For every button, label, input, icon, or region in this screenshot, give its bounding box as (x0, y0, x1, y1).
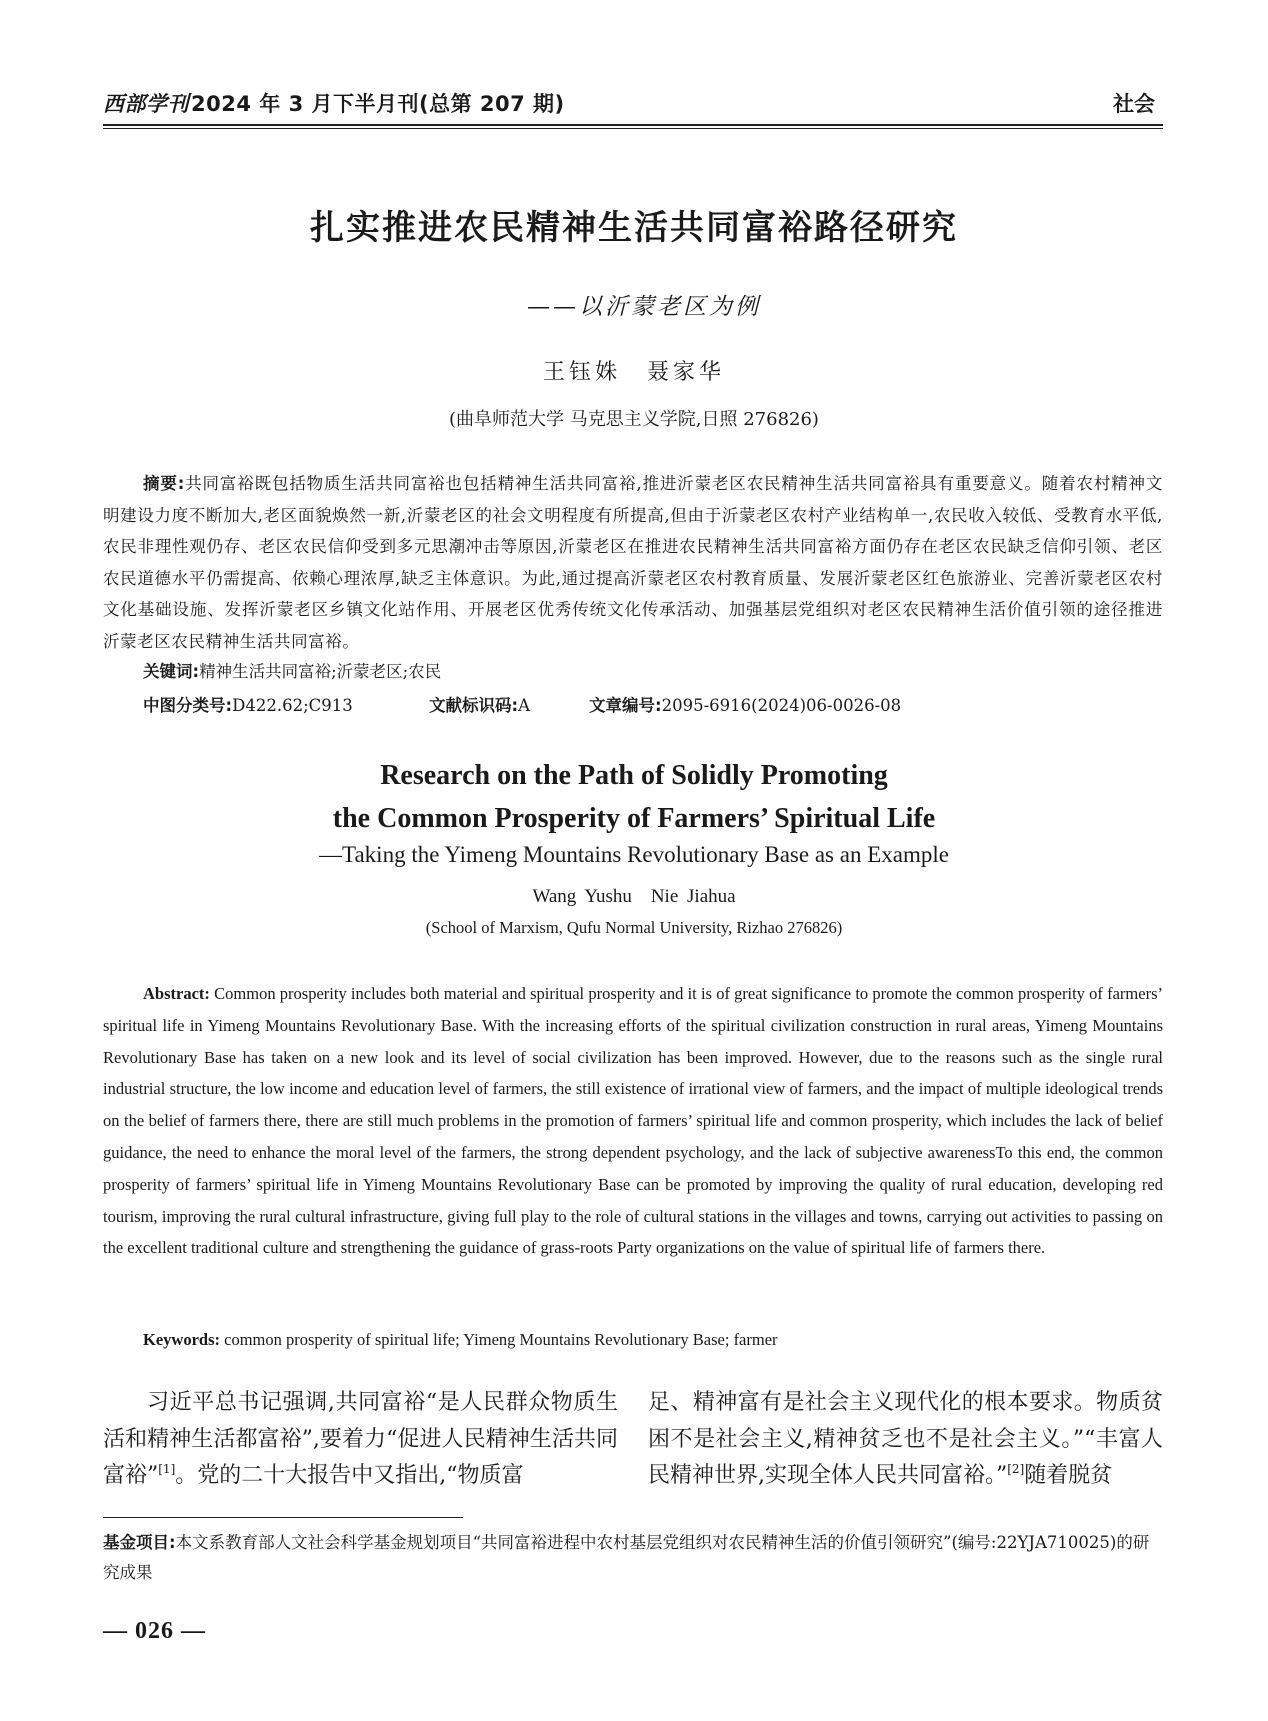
header-rule (103, 124, 1163, 126)
keywords-text: 精神生活共同富裕;沂蒙老区;农民 (199, 662, 442, 681)
funding-label: 基金项目: (103, 1533, 176, 1552)
issue-label: 2024 年 3 月下半月刊(总第 207 期) (191, 92, 565, 116)
page-number: — 026 — (103, 1618, 206, 1644)
english-abstract-text: Common prosperity includes both material and spiritual prosperity and it is of great significance to promote the common prosperity of farmers’ spiritual life in Yimeng Mountains Revolutionary Base. With the increasing efforts of the spiritual civilization construction in rural areas, Yimeng Mountains Revolutionary Base has taken on a new look and its level of social civilization has been improved. However, due to the reasons such as the single rural industrial structure, the low income and education level of farmers, the still existence of irrational view of farmers, and the impact of multiple ideological trends on the belief of farmers there, there are still much problems in the promotion of farmers’ spiritual life and common prosperity, which includes the lack of belief guidance, the need to enhance the moral level of the farmers, the strong dependent psychology, and the lack of subjective awarenessTo this end, the common prosperity of farmers’ spiritual life in Yimeng Mountains Revolutionary Base can be promoted by improving the quality of rural education, developing red tourism, improving the rural cultural infrastructure, giving full play to the role of cultural stations in the villages and towns, carrying out activities to passing on the excellent traditional culture and strengthening the guidance of grass-roots Party organizations on the value of spiritual life of farmers there. (103, 984, 1163, 1258)
body-column-left (103, 1385, 618, 1495)
clc-code (143, 692, 353, 716)
journal-issue (103, 88, 565, 118)
journal-logo: 西部学刊 (103, 91, 189, 116)
body-text (103, 1385, 1163, 1495)
chinese-keywords (143, 658, 441, 682)
english-keywords-text: common prosperity of spiritual life; Yimeng Mountains Revolutionary Base; farmer (224, 1330, 778, 1349)
doc-code-label: 文献标识码: (429, 696, 519, 715)
document-code (429, 692, 530, 716)
keywords-label: 关键词: (143, 662, 200, 681)
reference-2[interactable]: [2] (1007, 1462, 1025, 1476)
english-abstract-label: Abstract: (143, 984, 210, 1003)
abstract-label: 摘要: (143, 474, 185, 493)
funding-text: 本文系教育部人文社会科学基金规划项目“共同富裕进程中农村基层党组织对农民精神生活的价值引领研究”(编号:22YJA710025)的研究成果 (103, 1533, 1150, 1582)
english-affiliation: (School of Marxism, Qufu Normal University, Rizhao 276826) (425, 918, 843, 937)
reference-1[interactable]: [1] (158, 1462, 176, 1476)
english-abstract (103, 978, 1163, 1264)
english-authors: Wang Yushu Nie Jiahua (532, 886, 736, 907)
article-number (589, 692, 901, 716)
footnote-rule (103, 1517, 463, 1518)
doc-code-value: A (518, 696, 531, 715)
section-label: 社会 (1113, 92, 1155, 116)
body-column-right (648, 1385, 1163, 1495)
clc-value: D422.62;C913 (232, 696, 353, 715)
chinese-subtitle: ——以沂蒙老区为例 (527, 294, 761, 320)
funding-footnote (103, 1528, 1163, 1588)
english-keywords-label: Keywords: (143, 1330, 220, 1349)
article-no-value: 2095-6916(2024)06-0026-08 (661, 696, 902, 715)
abstract-text: 共同富裕既包括物质生活共同富裕也包括精神生活共同富裕,推进沂蒙老区农民精神生活共同富裕具有重要意义。随着农村精神文明建设力度不断加大,老区面貌焕然一新,沂蒙老区的社会文明程度有所提高,但由于沂蒙老区农村产业结构单一,农民收入较低、受教育水平低,农民非理性观仍存、老区农民信仰受到多元思潮冲击等原因,沂蒙老区在推进农民精神生活共同富裕方面仍存在老区农民缺乏信仰引领、老区农民道德水平仍需提高、依赖心理浓厚,缺乏主体意识。为此,通过提高沂蒙老区农村教育质量、发展沂蒙老区红色旅游业、完善沂蒙老区农村文化基础设施、发挥沂蒙老区乡镇文化站作用、开展老区优秀传统文化传承活动、加强基层党组织对老区农民精神生活价值引领的途径推进沂蒙老区农民精神生活共同富裕。 (103, 474, 1163, 651)
english-title-line1: Research on the Path of Solidly Promoting (380, 760, 888, 791)
article-no-label: 文章编号: (589, 696, 662, 715)
clc-label: 中图分类号: (143, 696, 233, 715)
english-title-line2: the Common Prosperity of Farmers’ Spiritual Life (332, 803, 936, 834)
chinese-authors: 王钰姝 聂家华 (542, 360, 725, 385)
english-subtitle: —Taking the Yimeng Mountains Revolutionary Base as an Example (319, 842, 949, 867)
english-title (0, 754, 1268, 840)
body-right-text: 足、精神富有是社会主义现代化的根本要求。物质贫困不是社会主义,精神贫乏也不是社会主义。”“丰富人民精神世界,实现全体人民共同富裕。” (648, 1390, 1163, 1488)
body-left-text-cont: 。党的二十大报告中又指出,“物质富 (175, 1463, 524, 1488)
running-header (103, 88, 1163, 120)
chinese-title: 扎实推进农民精神生活共同富裕路径研究 (310, 208, 958, 248)
body-left-text: 习近平总书记强调,共同富裕“是人民群众物质生活和精神生活都富裕”,要着力“促进人民精神生活共同富裕” (103, 1390, 618, 1488)
english-keywords (143, 1330, 778, 1350)
body-right-text-cont: 随着脱贫 (1024, 1463, 1113, 1488)
header-rule-thin (103, 128, 1163, 129)
classification-codes (143, 692, 1143, 718)
chinese-abstract (103, 468, 1163, 657)
chinese-affiliation: (曲阜师范大学 马克思主义学院,日照 276826) (449, 409, 819, 430)
